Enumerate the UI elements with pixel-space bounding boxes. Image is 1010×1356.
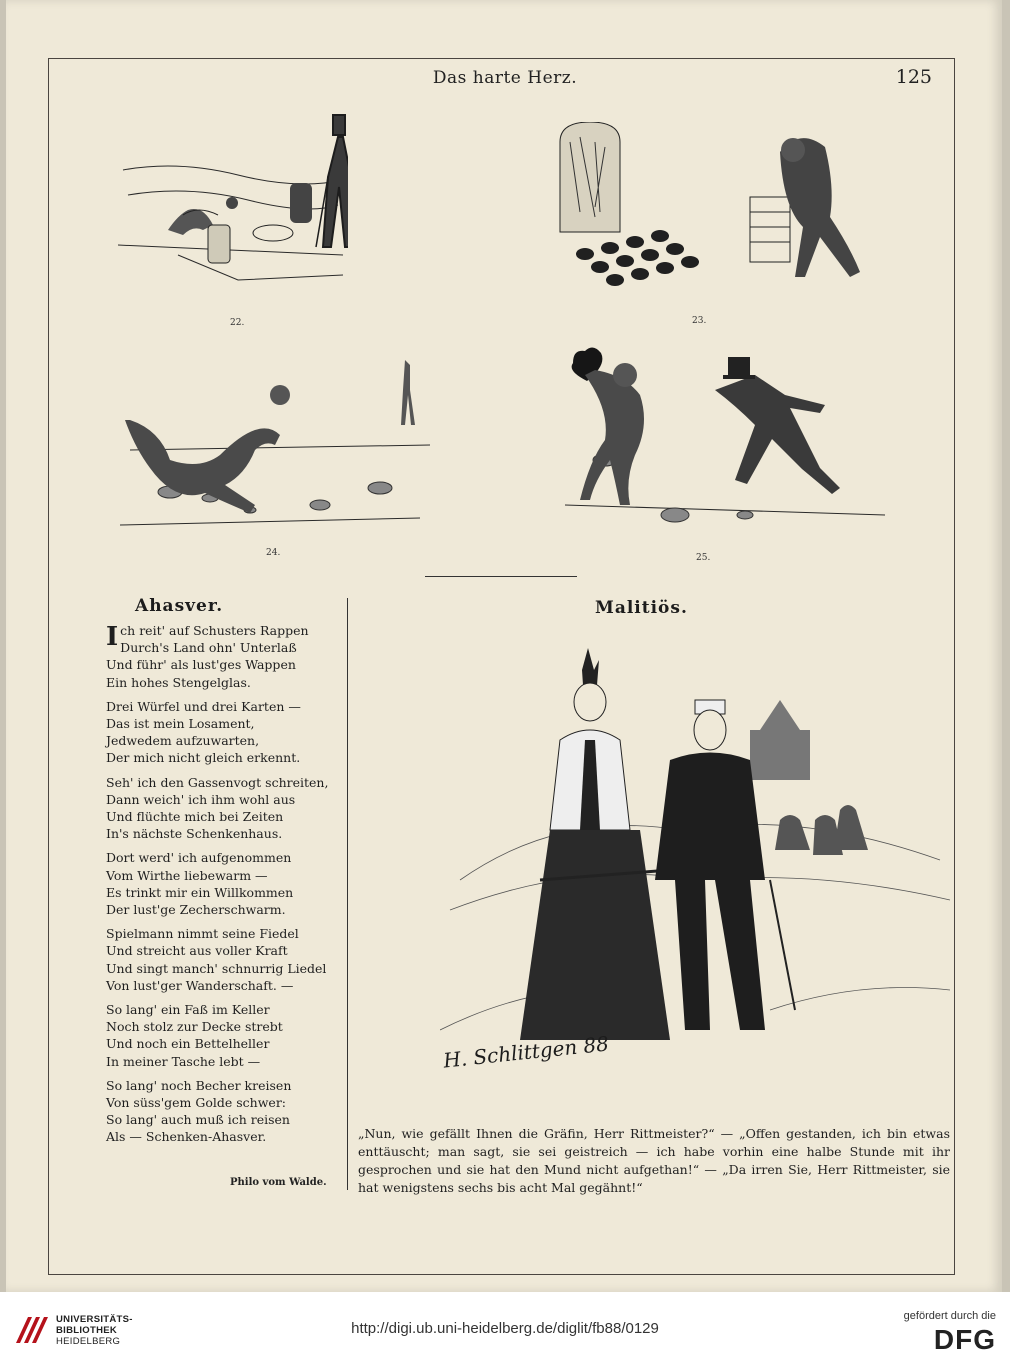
poem-line: Und flüchte mich bei Zeiten <box>106 809 284 825</box>
library-name-line: UNIVERSITÄTS- <box>56 1314 133 1325</box>
poem-line: So lang' noch Becher kreisen <box>106 1077 292 1093</box>
poem-author: Philo vom Walde. <box>230 1177 327 1188</box>
figure-number-25: 25. <box>696 553 711 563</box>
poem-stanza-2 <box>106 698 336 767</box>
poem-line: Drei Würfel und drei Karten — <box>106 698 301 714</box>
illustration-23 <box>555 122 865 297</box>
poem-line: ch reit' auf Schusters Rappen <box>120 623 309 638</box>
poem-line: Von süss'gem Golde schwer: <box>106 1095 287 1111</box>
poem-stanza-6 <box>106 1001 336 1070</box>
poem-line: Dort werd' ich aufgenommen <box>106 850 292 866</box>
poem-line: Durch's Land ohn' Unterlaß <box>120 640 297 656</box>
poem-line: Spielmann nimmt seine Fiedel <box>106 926 299 942</box>
poem-line: So lang' auch muß ich reisen <box>106 1112 290 1128</box>
page-number: 125 <box>895 66 932 88</box>
poem-line: Seh' ich den Gassenvogt schreiten, <box>106 774 329 790</box>
poem-line: Vom Wirthe liebewarm — <box>106 867 268 883</box>
poem-line: Dann weich' ich ihm wohl aus <box>106 791 296 807</box>
figure-number-23: 23. <box>692 316 707 326</box>
poem-stanza-7 <box>106 1077 336 1146</box>
poem-line: Es trinkt mir ein Willkommen <box>106 884 294 900</box>
poem-line: Und führ' als lust'ges Wappen <box>106 657 296 673</box>
poem-line: Und singt manch' schnurrig Liedel <box>106 960 327 976</box>
poem-line: In's nächste Schenkenhaus. <box>106 826 283 842</box>
running-title: Das harte Herz. <box>432 68 578 88</box>
figure-number-24: 24. <box>266 548 281 558</box>
dfg-logo: DFG <box>933 1324 996 1355</box>
column-rule <box>347 598 348 1190</box>
poem-line: In meiner Tasche lebt — <box>106 1053 261 1069</box>
poem-stanza-1 <box>106 622 336 691</box>
library-name-line: HEIDELBERG <box>56 1336 121 1347</box>
cartoon-caption: „Nun, wie gefällt Ihnen die Gräfin, Herr Rittmeister?“ — „Offen gestanden, ich bin etwas enttäuscht; man sagt, sie sei geistreich — ich habe vorhin eine halbe Stunde mit ihr gesprochen und sie hat den Mund nicht aufgethan!“ — „Da irren Sie, Herr Rittmeister, sie hat wenigstens sechs bis acht Mal gegähnt!“ <box>358 1126 950 1195</box>
poem-line: Ein hohes Stengelglas. <box>106 674 251 690</box>
illustration-25 <box>565 345 905 535</box>
poem-line: Als — Schenken-Ahasver. <box>106 1129 267 1145</box>
poem-title: Ahasver. <box>135 596 224 616</box>
poem-line: Der mich nicht gleich erkennt. <box>106 750 301 766</box>
illustration-22 <box>118 105 348 305</box>
dropcap: I <box>106 622 119 652</box>
poem-line: Und noch ein Bettelheller <box>106 1036 270 1052</box>
poem-stanza-5 <box>106 925 336 994</box>
poem-line: Der lust'ge Zecherschwarm. <box>106 902 286 918</box>
artist-signature: H. Schlittgen 88 <box>442 1031 610 1073</box>
poem-line: Jedwedem aufzuwarten, <box>106 733 260 749</box>
section-separator <box>425 576 577 577</box>
poem-body <box>106 622 336 1153</box>
funded-by-label: gefördert durch die <box>903 1310 996 1322</box>
cartoon-illustration <box>440 630 960 1110</box>
poem-line: Und streicht aus voller Kraft <box>106 943 288 959</box>
library-name-line: BIBLIOTHEK <box>56 1325 118 1336</box>
poem-line: So lang' ein Faß im Keller <box>106 1002 270 1018</box>
cartoon-title: Malitiös. <box>595 598 688 618</box>
source-url[interactable]: http://digi.ub.uni-heidelberg.de/diglit/fb88/0129 <box>351 1320 659 1337</box>
poem-line: Von lust'ger Wanderschaft. — <box>106 977 294 993</box>
poem-line: Das ist mein Losament, <box>106 716 255 732</box>
poem-line: Noch stolz zur Decke strebt <box>106 1019 283 1035</box>
illustration-24 <box>120 360 440 535</box>
figure-number-22: 22. <box>230 318 245 328</box>
poem-stanza-4 <box>106 849 336 918</box>
poem-stanza-3 <box>106 774 336 843</box>
